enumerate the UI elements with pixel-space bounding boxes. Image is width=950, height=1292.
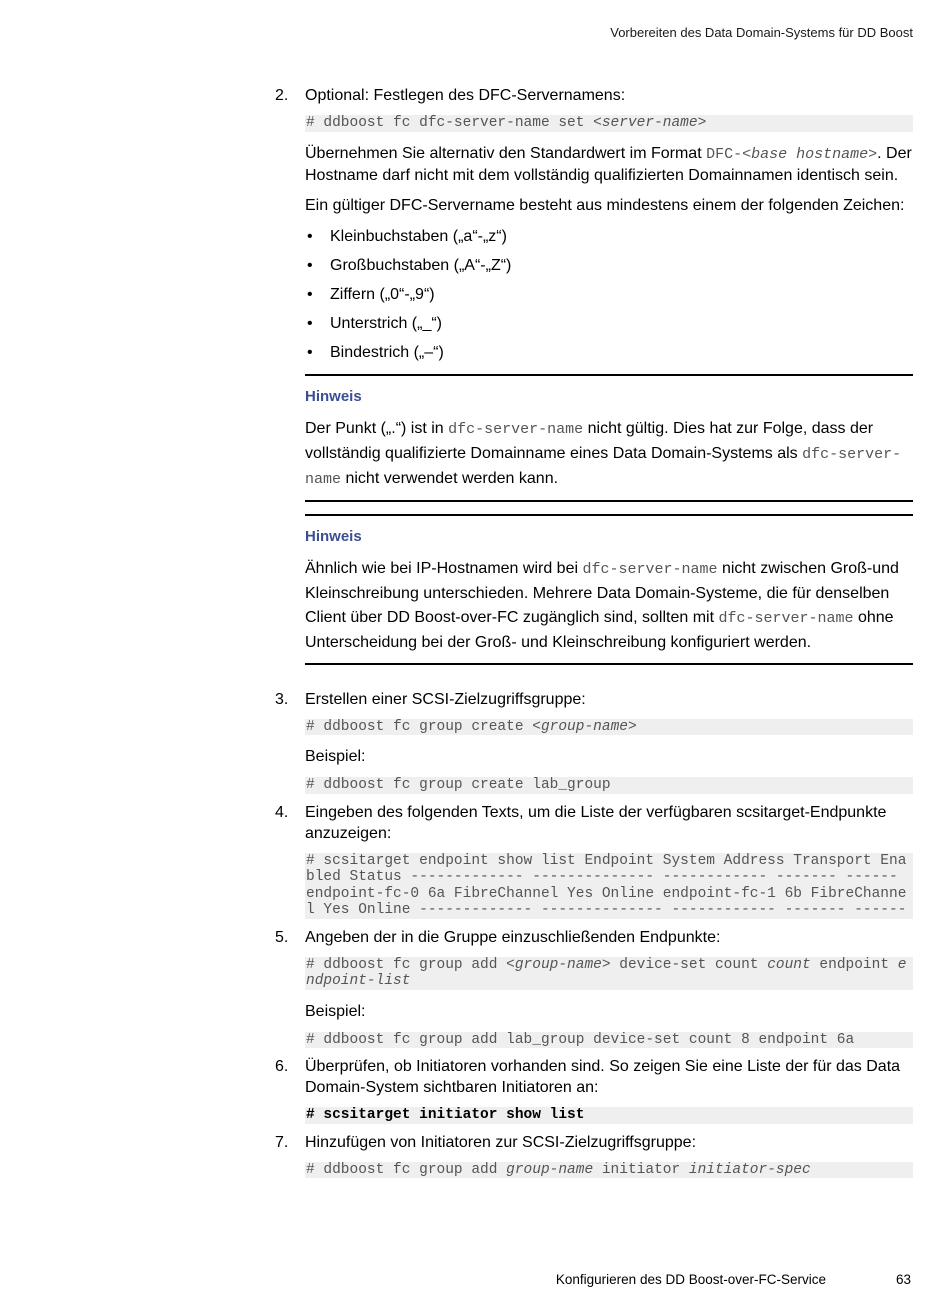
- note-box-case-insensitive: [305, 514, 913, 665]
- step-text: Hinzufügen von Initiatoren zur SCSI-Zielzugriffsgruppe:: [305, 1133, 697, 1151]
- code-block-group-create: # ddboost fc group create <group-name>: [305, 719, 913, 736]
- step-text: Optional: Festlegen des DFC-Servernamens:: [305, 87, 626, 104]
- list-item: • Ziffern („0“-„9“): [305, 284, 913, 313]
- code-block-group-create-example: # ddboost fc group create lab_group: [305, 777, 913, 794]
- step-number: 5.: [275, 928, 289, 946]
- code-block-group-add-device-set: # ddboost fc group add <group-name> device-set count count endpoint endpoint-list: [305, 957, 913, 990]
- list-item: • Kleinbuchstaben („a“-„z“): [305, 226, 913, 255]
- example-label: Beispiel:: [305, 748, 366, 765]
- default-format-paragraph: Übernehmen Sie alternativ den Standardwert im Format DFC-<base hostname>. Der Hostname darf nicht mit dem vollständig qualifizierten Domainnamen identisch sein.: [305, 144, 912, 184]
- code-block-endpoint-list: # scsitarget endpoint show list Endpoint System Address Transport Enabled Status ------------- -------------- ------------ ------- ------ endpoint-fc-0 6a FibreChannel Yes Online endpoint-fc-1 6b FibreChannel Yes Online ------------- -------------- ------------ ------- ------: [305, 853, 913, 919]
- valid-name-intro: Ein gültiger DFC-Servername besteht aus mindestens einem der folgenden Zeichen:: [305, 196, 905, 214]
- step-2: [275, 85, 913, 106]
- step-3: [275, 689, 913, 710]
- note-body: Der Punkt („.“) ist in dfc-server-name nicht gültig. Dies hat zur Folge, dass der vollständig qualifizierte Domainname eines Data Domain-Systems als dfc-server-name nicht verwendet werden kann.: [305, 419, 902, 488]
- step-6: [275, 1056, 913, 1098]
- step-text: Erstellen einer SCSI-Zielzugriffsgruppe:: [305, 690, 586, 708]
- note-body: Ähnlich wie bei IP-Hostnamen wird bei dfc-server-name nicht zwischen Groß-und Kleinschreibung unterschieden. Mehrere Data Domain-Systeme, die für denselben Client über DD Boost-over-FC zugänglich sind, sollten mit dfc-server-name ohne Unterscheidung bei der Groß- und Kleinschreibung konfiguriert werden.: [305, 559, 899, 651]
- step-number: 3.: [275, 690, 289, 708]
- step-5: [275, 927, 913, 948]
- step-text: Überprüfen, ob Initiatoren vorhanden sind. So zeigen Sie eine Liste der für das Data Domain-System sichtbaren Initiatoren an:: [305, 1058, 901, 1096]
- code-block-initiator-show: # scsitarget initiator show list: [305, 1107, 913, 1124]
- main-content: [275, 85, 913, 1178]
- step-text: Eingeben des folgenden Texts, um die Liste der verfügbaren scsitarget-Endpunkte anzuzeigen:: [305, 803, 887, 842]
- list-item: • Unterstrich („_“): [305, 313, 913, 342]
- example-label: Beispiel:: [305, 1002, 366, 1020]
- step-number: 7.: [275, 1133, 289, 1151]
- step-4: [275, 802, 913, 844]
- step-number: 4.: [275, 803, 289, 821]
- footer-title: Konfigurieren des DD Boost-over-FC-Service: [555, 1272, 826, 1287]
- step-text: Angeben der in die Gruppe einzuschließenden Endpunkte:: [305, 928, 721, 946]
- step-number: 2.: [275, 87, 289, 104]
- running-header: Vorbereiten des Data Domain-Systems für DD Boost: [610, 25, 913, 40]
- list-item: • Bindestrich („–“): [305, 342, 913, 371]
- code-block-dfc-server-name-set: # ddboost fc dfc-server-name set <server-name>: [305, 115, 913, 132]
- code-block-group-add-initiator: # ddboost fc group add group-name initiator initiator-spec: [305, 1162, 913, 1179]
- list-item: • Großbuchstaben („A“-„Z“): [305, 255, 913, 284]
- page-number: 63: [895, 1272, 911, 1287]
- allowed-characters-list: [305, 226, 913, 371]
- step-number: 6.: [275, 1058, 289, 1075]
- note-title: Hinweis: [305, 527, 362, 545]
- step-7: [275, 1132, 913, 1153]
- note-box-dot-invalid: [305, 374, 913, 502]
- note-title: Hinweis: [305, 387, 362, 405]
- code-block-group-add-example: # ddboost fc group add lab_group device-set count 8 endpoint 6a: [305, 1032, 913, 1049]
